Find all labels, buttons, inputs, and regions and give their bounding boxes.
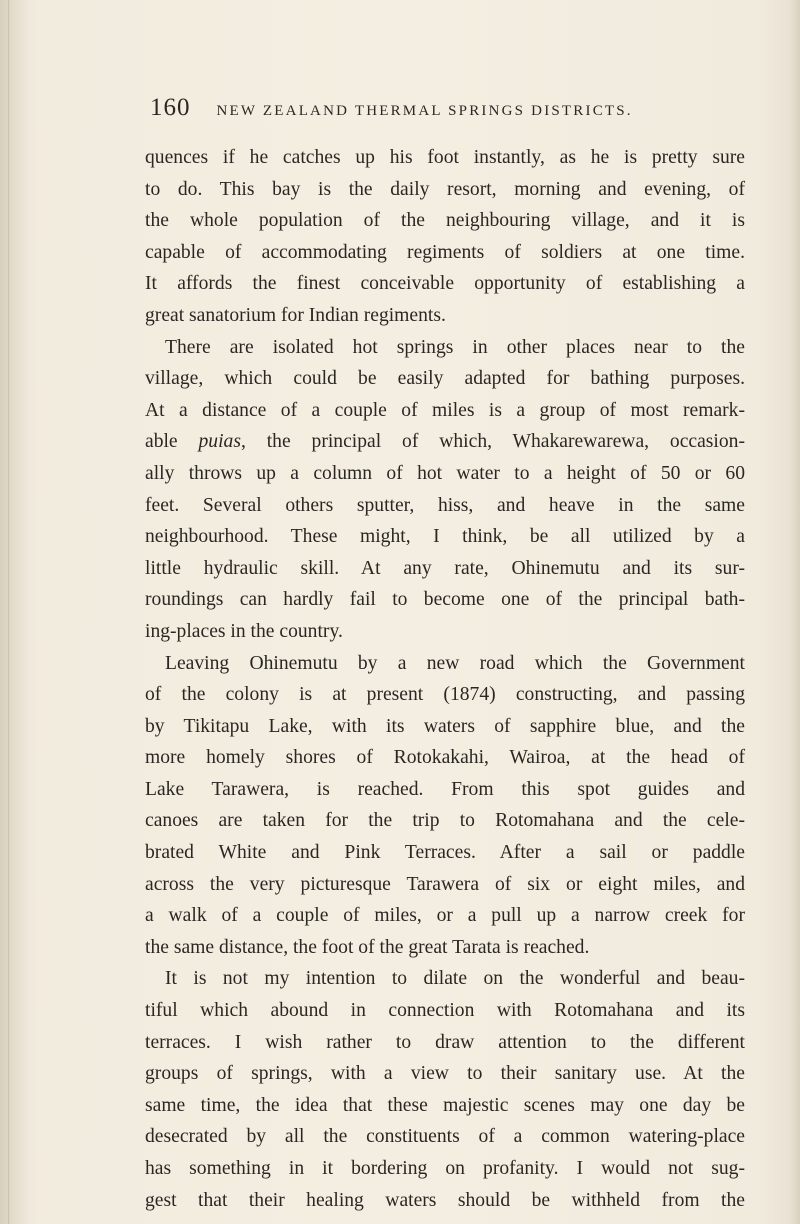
text-line: more homely shores of Rotokakahi, Wairoa, at the head of [145,747,745,769]
text-line: the whole population of the neighbouring village, and it is [145,210,745,232]
text-line: canoes are taken for the trip to Rotomahana and the cele- [145,810,745,832]
text-line: gest that their healing waters should be withheld from the [145,1189,745,1211]
text-line: At a distance of a couple of miles is a group of most remark- [145,399,745,421]
text-line: neighbourhood. These might, I think, be all utilized by a [145,526,745,548]
text-line: the same distance, the foot of the great Tarata is reached. [145,936,590,958]
text-line: There are isolated hot springs in other places near to the [165,336,745,358]
italic-term: puias [198,431,241,453]
page-header [150,94,750,130]
text-line: quences if he catches up his foot instantly, as he is pretty sure [145,147,745,168]
text-line: ing-places in the country. [145,620,343,642]
text-line: village, which could be easily adapted for bathing purposes. [145,368,745,390]
text-line: Leaving Ohinemutu by a new road which the Government [165,652,745,674]
text-line: terraces. I wish rather to draw attention to the different [145,1031,745,1053]
text-line: a walk of a couple of miles, or a pull up a narrow creek for [145,905,745,927]
text-line: groups of springs, with a view to their sanitary use. At the [145,1063,745,1085]
text-line: great sanatorium for Indian regiments. [145,304,446,326]
text-line: roundings can hardly fail to become one of the principal bath- [145,589,745,611]
text-line-with-italic [145,426,745,458]
text-fragment: able [145,431,199,453]
text-line: little hydraulic skill. At any rate, Ohinemutu and its sur- [145,557,745,579]
binding-edge [8,0,9,1224]
body-text [145,142,745,1216]
text-line: to do. This bay is the daily resort, morning and evening, of [145,178,745,200]
text-line: brated White and Pink Terraces. After a sail or paddle [145,842,745,864]
running-head: NEW ZEALAND THERMAL SPRINGS DISTRICTS. [216,103,633,119]
page-number: 160 [150,94,191,121]
text-line: It affords the finest conceivable opportunity of establishing a [145,273,745,295]
text-fragment: , the principal of which, Whakarewarewa, occasion- [240,431,745,453]
text-line: tiful which abound in connection with Rotomahana and its [145,1000,745,1022]
page-gutter [0,0,28,1224]
text-line: ally throws up a column of hot water to a height of 50 or 60 [145,462,745,484]
text-line: of the colony is at present (1874) constructing, and passing [145,684,745,706]
text-line: desecrated by all the constituents of a common watering-place [145,1126,745,1148]
text-line: same time, the idea that these majestic scenes may one day be [145,1094,745,1116]
text-line: feet. Several others sputter, hiss, and heave in the same [145,494,745,516]
text-line: has something in it bordering on profanity. I would not sug- [145,1158,745,1179]
page-edge [790,0,800,1224]
text-line: It is not my intention to dilate on the wonderful and beau- [165,968,745,990]
text-line: across the very picturesque Tarawera of six or eight miles, and [145,873,745,895]
text-line: capable of accommodating regiments of soldiers at one time. [145,241,745,263]
text-line: Lake Tarawera, is reached. From this spot guides and [145,778,745,800]
text-line: by Tikitapu Lake, with its waters of sapphire blue, and the [145,715,745,737]
